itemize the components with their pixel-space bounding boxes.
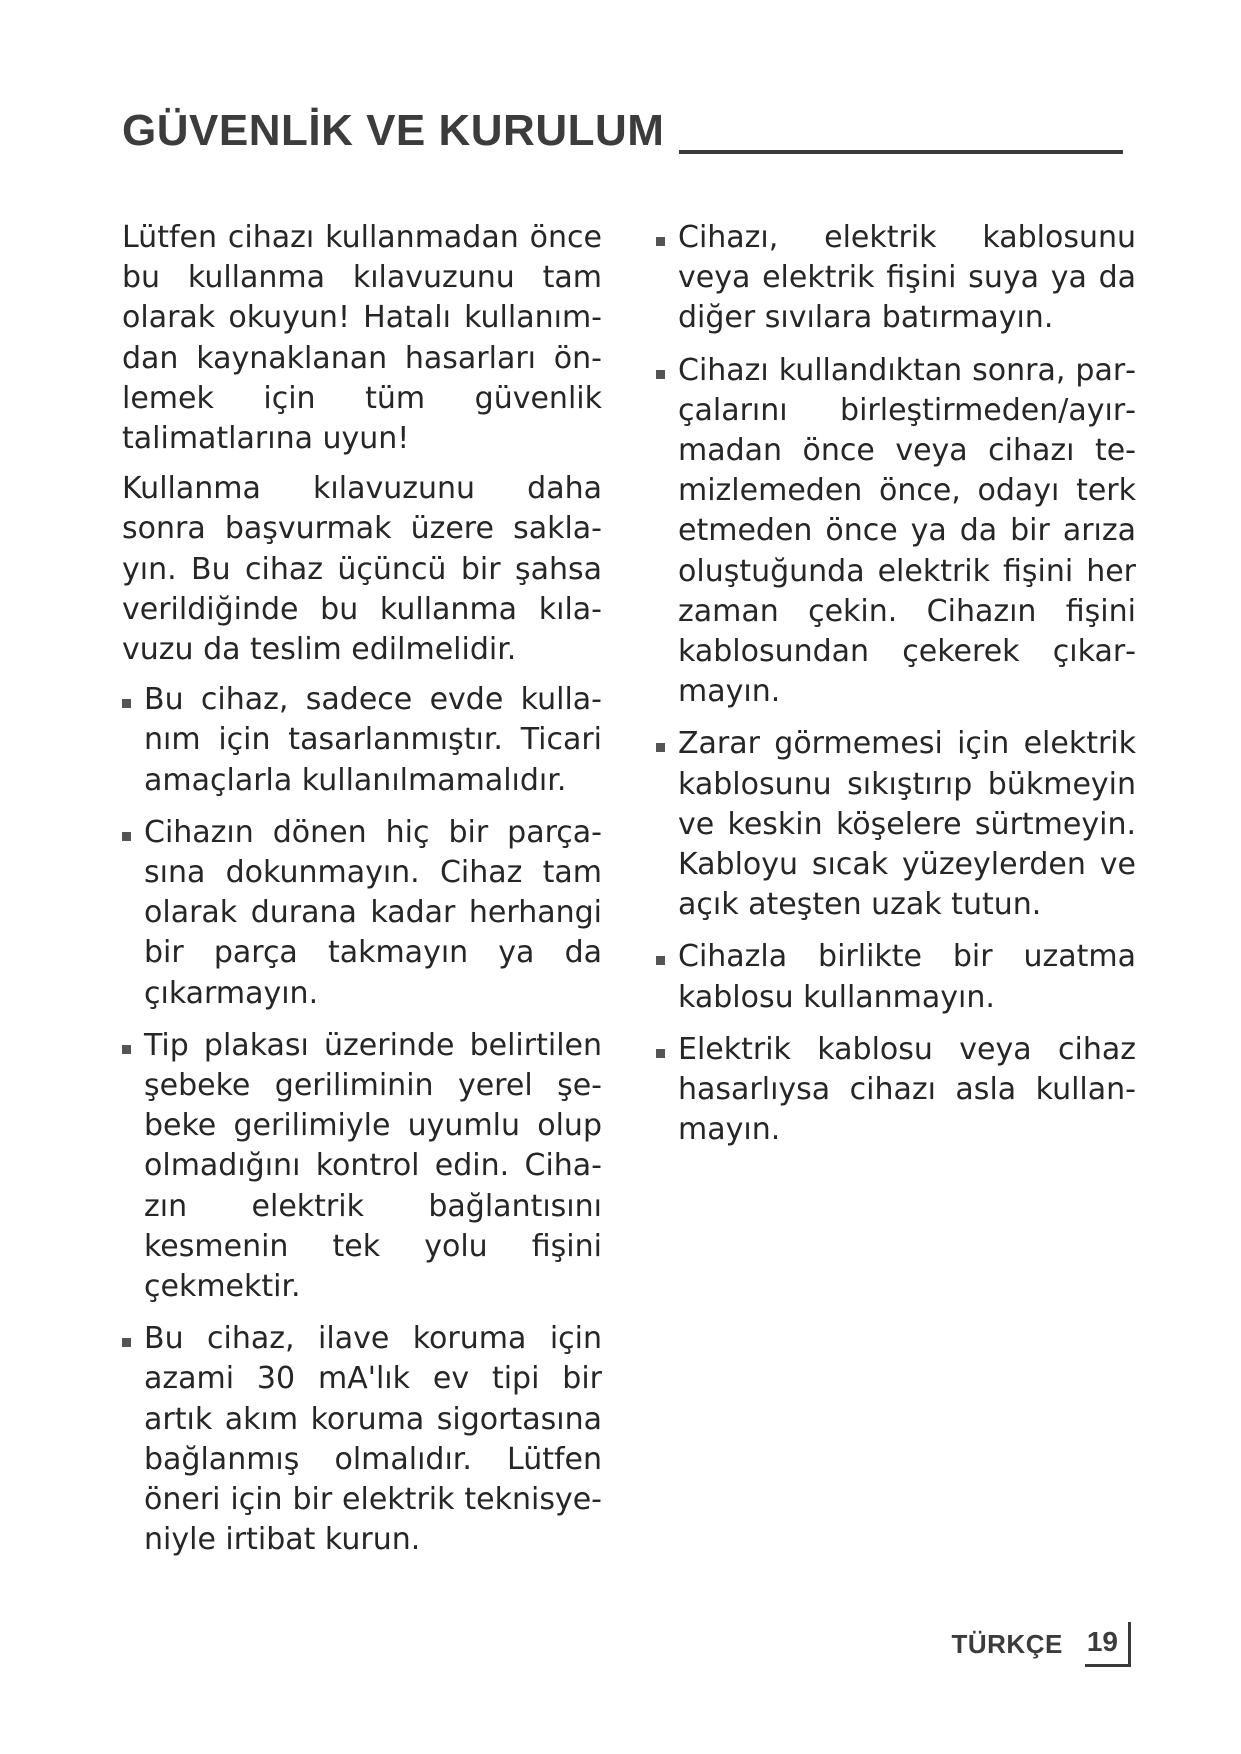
list-item-text: Elektrik kablosu veya cihaz hasarlıysa cihazı asla kullanmayın. [678, 1031, 1136, 1148]
footer-language: TÜRKÇE [951, 1628, 1063, 1659]
page-number: 19 [1085, 1622, 1131, 1667]
list-item [656, 937, 1136, 1017]
list-item [656, 1030, 1136, 1151]
list-item-text: Cihazı kullandıktan sonra, parçalarını birleştirmeden/ayırmadan önce veya cihazı temizlemeden önce, odayı terk etmeden önce ya da bir arıza oluştuğunda elektrik fişini her zaman çekin. Cihazın fişini kablosundan çekerek çıkarmayın. [678, 352, 1136, 710]
right-bullet-list [656, 218, 1136, 1150]
list-item [122, 1319, 602, 1560]
list-item-text: Cihazın dönen hiç bir parçasına dokunmayın. Cihaz tam olarak durana kadar herhangi bir parça takmayın ya da çıkarmayın. [144, 814, 602, 1011]
list-item-text: Bu cihaz, sadece evde kullanım için tasarlanmıştır. Ticari amaçlarla kullanılmamalıdır. [144, 682, 602, 798]
list-item [656, 218, 1136, 339]
keep-manual-paragraph: Kullanma kılavuzunu daha sonra başvurmak üzere saklayın. Bu cihaz üçüncü bir şahsa verildiğinde bu kullanma kılavuzu da teslim edilmelidir. [122, 471, 602, 668]
list-item [122, 680, 602, 801]
list-item-text: Zarar görmemesi için elektrik kablosunu sıkıştırıp bükmeyin ve keskin köşelere sürtmeyin. Kabloyu sıcak yüzeylerden ve açık ateşten uzak tutun. [678, 726, 1136, 923]
intro-paragraph: Lütfen cihazı kullanmadan önce bu kullanma kılavuzunu tam olarak okuyun! Hatalı kullanımdan kaynaklanan hasarları önlemek için tüm güvenlik talimatlarına uyun! [122, 220, 602, 457]
square-bullet-icon [656, 743, 665, 752]
square-bullet-icon [122, 699, 131, 708]
page-title: GÜVENLİK VE KURULUM [122, 106, 665, 155]
left-column [122, 218, 602, 1573]
list-item [122, 1026, 602, 1307]
square-bullet-icon [656, 370, 665, 379]
list-item [656, 724, 1136, 925]
page-footer [952, 1622, 1132, 1666]
square-bullet-icon [122, 1045, 131, 1054]
square-bullet-icon [656, 1049, 665, 1058]
square-bullet-icon [656, 956, 665, 965]
list-item-text: Tip plakası üzerinde belirtilen şebeke geriliminin yerel şebeke gerilimiyle uyumlu olup olmadığını kontrol edin. Cihazın elektrik bağlantısını kesmenin tek yolu fişini çekmektir. [144, 1027, 602, 1305]
square-bullet-icon [122, 1338, 131, 1347]
left-bullet-list [122, 680, 602, 1560]
right-column [656, 218, 1136, 1162]
square-bullet-icon [656, 237, 665, 246]
list-item-text: Cihazla birlikte bir uzatma kablosu kullanmayın. [678, 939, 1136, 1015]
list-item [656, 351, 1136, 713]
list-item [122, 813, 602, 1014]
square-bullet-icon [122, 832, 131, 841]
list-item-text: Cihazı, elektrik kablosunu veya elektrik fişini suya ya da diğer sıvılara batırmayın. [678, 220, 1136, 336]
list-item-text: Bu cihaz, ilave koruma için azami 30 mA'lık ev tipi bir artık akım koruma sigortasına bağlanmış olmalıdır. Lütfen öneri için bir elektrik teknisyeniyle irtibat kurun. [144, 1321, 602, 1558]
title-rule-divider [679, 150, 1123, 154]
